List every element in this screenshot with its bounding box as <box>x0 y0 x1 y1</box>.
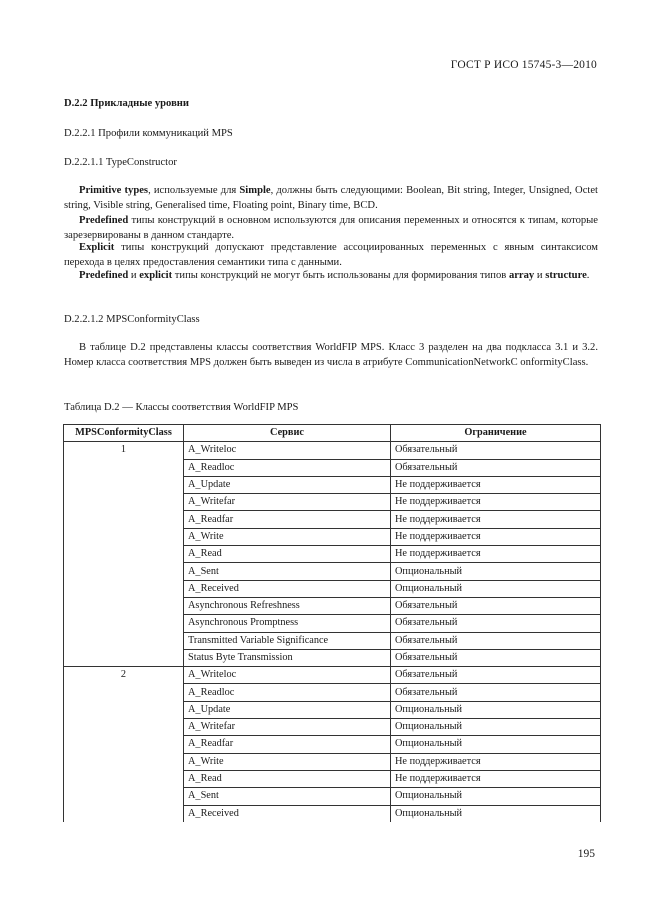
table-header-row <box>64 425 601 442</box>
service-cell: A_Received <box>184 805 391 822</box>
restriction-cell: Обязательный <box>391 442 601 459</box>
section-heading-d221: D.2.2.1 Профили коммуникаций MPS <box>64 128 233 139</box>
paragraph-primitive-types: Primitive types, используемые для Simple, должны быть следующими: Boolean, Bit string, Integer, Unsigned, Octet string, Visible string, Generalised time, Floating point, Binary time, BCD. <box>64 185 598 212</box>
service-cell: Transmitted Variable Significance <box>184 632 391 649</box>
service-cell: A_Writeloc <box>184 667 391 684</box>
restriction-cell: Не поддерживается <box>391 770 601 787</box>
service-cell: A_Readloc <box>184 684 391 701</box>
running-header: ГОСТ Р ИСО 15745-3—2010 <box>450 59 597 71</box>
restriction-cell: Опциональный <box>391 563 601 580</box>
section-heading-d2212: D.2.2.1.2 MPSConformityClass <box>64 314 200 325</box>
table-row <box>64 442 601 459</box>
service-cell: A_Update <box>184 476 391 493</box>
paragraph-predefined: Predefined типы конструкций в основном используются для описания переменных и относятся к типам, которые зарезервированы в данном стандарте. <box>64 215 598 242</box>
page-number: 195 <box>577 848 595 860</box>
service-cell: A_Writeloc <box>184 442 391 459</box>
restriction-cell: Не поддерживается <box>391 753 601 770</box>
service-cell: A_Received <box>184 580 391 597</box>
restriction-cell: Опциональный <box>391 788 601 805</box>
service-cell: A_Read <box>184 770 391 787</box>
restriction-cell: Обязательный <box>391 597 601 614</box>
class-cell: 2 <box>64 667 184 822</box>
section-heading-d22: D.2.2 Прикладные уровни <box>64 98 190 109</box>
restriction-cell: Опциональный <box>391 719 601 736</box>
restriction-cell: Опциональный <box>391 580 601 597</box>
service-cell: A_Update <box>184 701 391 718</box>
header-conformity-class: MPSConformityClass <box>64 425 184 442</box>
service-cell: A_Writefar <box>184 494 391 511</box>
service-cell: A_Write <box>184 753 391 770</box>
header-restriction: Ограничение <box>391 425 601 442</box>
restriction-cell: Не поддерживается <box>391 511 601 528</box>
restriction-cell: Обязательный <box>391 667 601 684</box>
table-row <box>64 667 601 684</box>
paragraph-explicit: Explicit типы конструкций допускают представление ассоциированных переменных с явным синтаксисом перехода в целях предоставления семантики типа с данными. <box>64 242 598 269</box>
conformity-class-table <box>63 424 601 822</box>
restriction-cell: Обязательный <box>391 649 601 666</box>
service-cell: A_Readloc <box>184 459 391 476</box>
header-service: Сервис <box>184 425 391 442</box>
service-cell: A_Sent <box>184 563 391 580</box>
section-heading-d2211: D.2.2.1.1 TypeConstructor <box>64 157 177 168</box>
restriction-cell: Не поддерживается <box>391 546 601 563</box>
restriction-cell: Обязательный <box>391 684 601 701</box>
restriction-cell: Обязательный <box>391 459 601 476</box>
service-cell: Asynchronous Promptness <box>184 615 391 632</box>
service-cell: A_Read <box>184 546 391 563</box>
paragraph-conformity-class: В таблице D.2 представлены классы соответствия WorldFIP MPS. Класс 3 разделен на два подкласса 3.1 и 3.2. Номер класса соответствия MPS должен быть выведен из числа в атрибуте CommunicationNetworkC onformityClass. <box>64 342 598 369</box>
service-cell: Asynchronous Refreshness <box>184 597 391 614</box>
service-cell: A_Write <box>184 528 391 545</box>
restriction-cell: Обязательный <box>391 615 601 632</box>
restriction-cell: Не поддерживается <box>391 528 601 545</box>
restriction-cell: Опциональный <box>391 736 601 753</box>
table-caption: Таблица D.2 — Классы соответствия WorldFIP MPS <box>64 402 299 413</box>
service-cell: A_Writefar <box>184 719 391 736</box>
service-cell: A_Readfar <box>184 736 391 753</box>
restriction-cell: Обязательный <box>391 632 601 649</box>
restriction-cell: Опциональный <box>391 805 601 822</box>
service-cell: A_Readfar <box>184 511 391 528</box>
class-cell: 1 <box>64 442 184 667</box>
service-cell: Status Byte Transmission <box>184 649 391 666</box>
paragraph-predefined-explicit: Predefined и explicit типы конструкций не могут быть использованы для формирования типов array и structure. <box>79 270 590 281</box>
restriction-cell: Опциональный <box>391 701 601 718</box>
restriction-cell: Не поддерживается <box>391 494 601 511</box>
restriction-cell: Не поддерживается <box>391 476 601 493</box>
service-cell: A_Sent <box>184 788 391 805</box>
